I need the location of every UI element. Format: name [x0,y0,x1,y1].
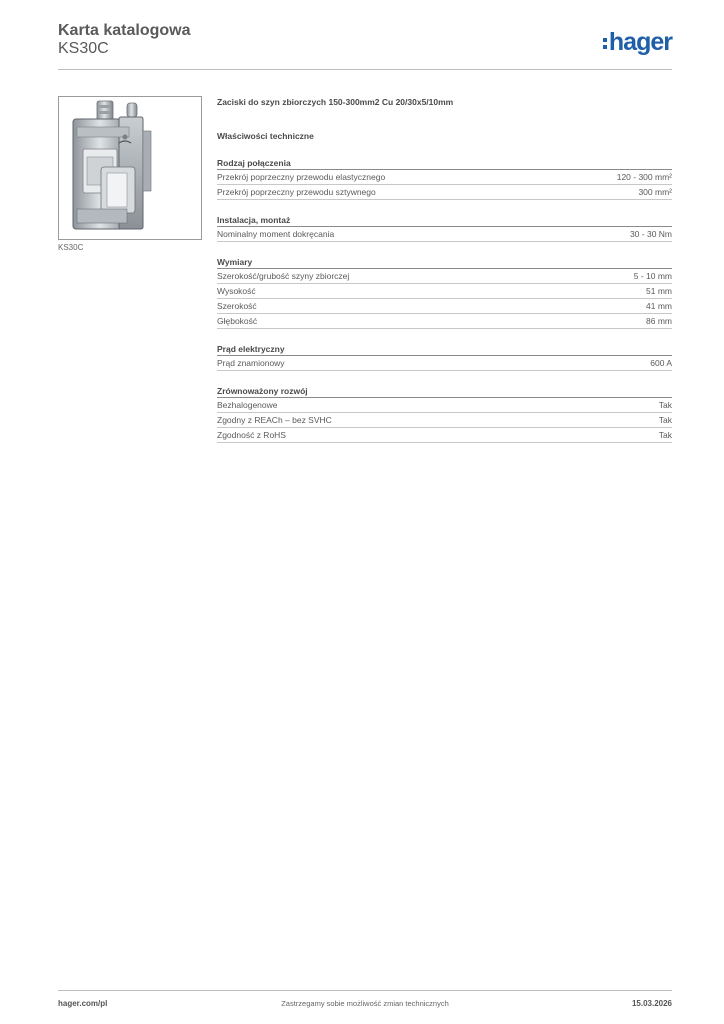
spec-label: Szerokość/grubość szyny zbiorczej [217,271,350,281]
spec-row [217,398,672,413]
spec-group-electrical [217,343,672,371]
logo-text: hager [608,28,672,56]
spec-label: Zgodny z REACh – bez SVHC [217,415,332,425]
spec-value: 41 mm [646,301,672,311]
spec-label: Przekrój poprzeczny przewodu elastycznego [217,172,386,182]
spec-group-connection [217,157,672,200]
product-image [58,96,202,240]
spec-row [217,170,672,185]
spec-value: 300 mm² [638,187,672,197]
product-code: KS30C [58,40,109,57]
group-title: Zrównoważony rozwój [217,385,672,398]
group-title: Instalacja, montaż [217,214,672,227]
hager-logo [603,29,672,55]
spec-row [217,428,672,443]
group-title: Wymiary [217,256,672,269]
spec-row [217,284,672,299]
spec-value: 120 - 300 mm² [616,172,672,182]
spec-row [217,314,672,329]
spec-row [217,299,672,314]
group-title: Prąd elektryczny [217,343,672,356]
page-footer [58,990,672,1012]
spec-value: 86 mm [646,316,672,326]
spec-value: 600 A [650,358,672,368]
footer-date: 15.03.2026 [631,999,672,1008]
footer-website-link[interactable]: hager.com/pl [58,999,108,1008]
spec-label: Szerokość [217,301,257,311]
spec-row [217,356,672,371]
spec-label: Bezhalogenowe [217,400,278,410]
spec-value: Tak [658,430,672,440]
spec-label: Głębokość [217,316,258,326]
footer-notice: Zastrzegamy sobie możliwość zmian technicznych [281,999,449,1008]
spec-row [217,413,672,428]
spec-row [217,269,672,284]
busbar-clamp-icon [59,97,201,239]
spec-value: Tak [658,400,672,410]
section-title: Właściwości techniczne [217,131,314,141]
spec-value: 5 - 10 mm [633,271,672,281]
spec-value: 30 - 30 Nm [629,229,672,239]
logo-colon-icon [603,38,607,49]
spec-value: 51 mm [646,286,672,296]
spec-group-sustainability [217,385,672,443]
product-description: Zaciski do szyn zbiorczych 150-300mm2 Cu 20/30x5/10mm [217,97,454,107]
spec-label: Zgodność z RoHS [217,430,286,440]
spec-group-dimensions [217,256,672,329]
spec-row [217,227,672,242]
document-title: Karta katalogowa [58,22,191,39]
spec-label: Nominalny moment dokręcania [217,229,335,239]
spec-row [217,185,672,200]
technical-specs [217,96,672,443]
spec-label: Wysokość [217,286,256,296]
spec-value: Tak [658,415,672,425]
spec-label: Przekrój poprzeczny przewodu sztywnego [217,187,376,197]
spec-label: Prąd znamionowy [217,358,285,368]
spec-group-installation [217,214,672,242]
image-caption: KS30C [58,243,84,252]
page-header [58,22,672,70]
group-title: Rodzaj połączenia [217,157,672,170]
